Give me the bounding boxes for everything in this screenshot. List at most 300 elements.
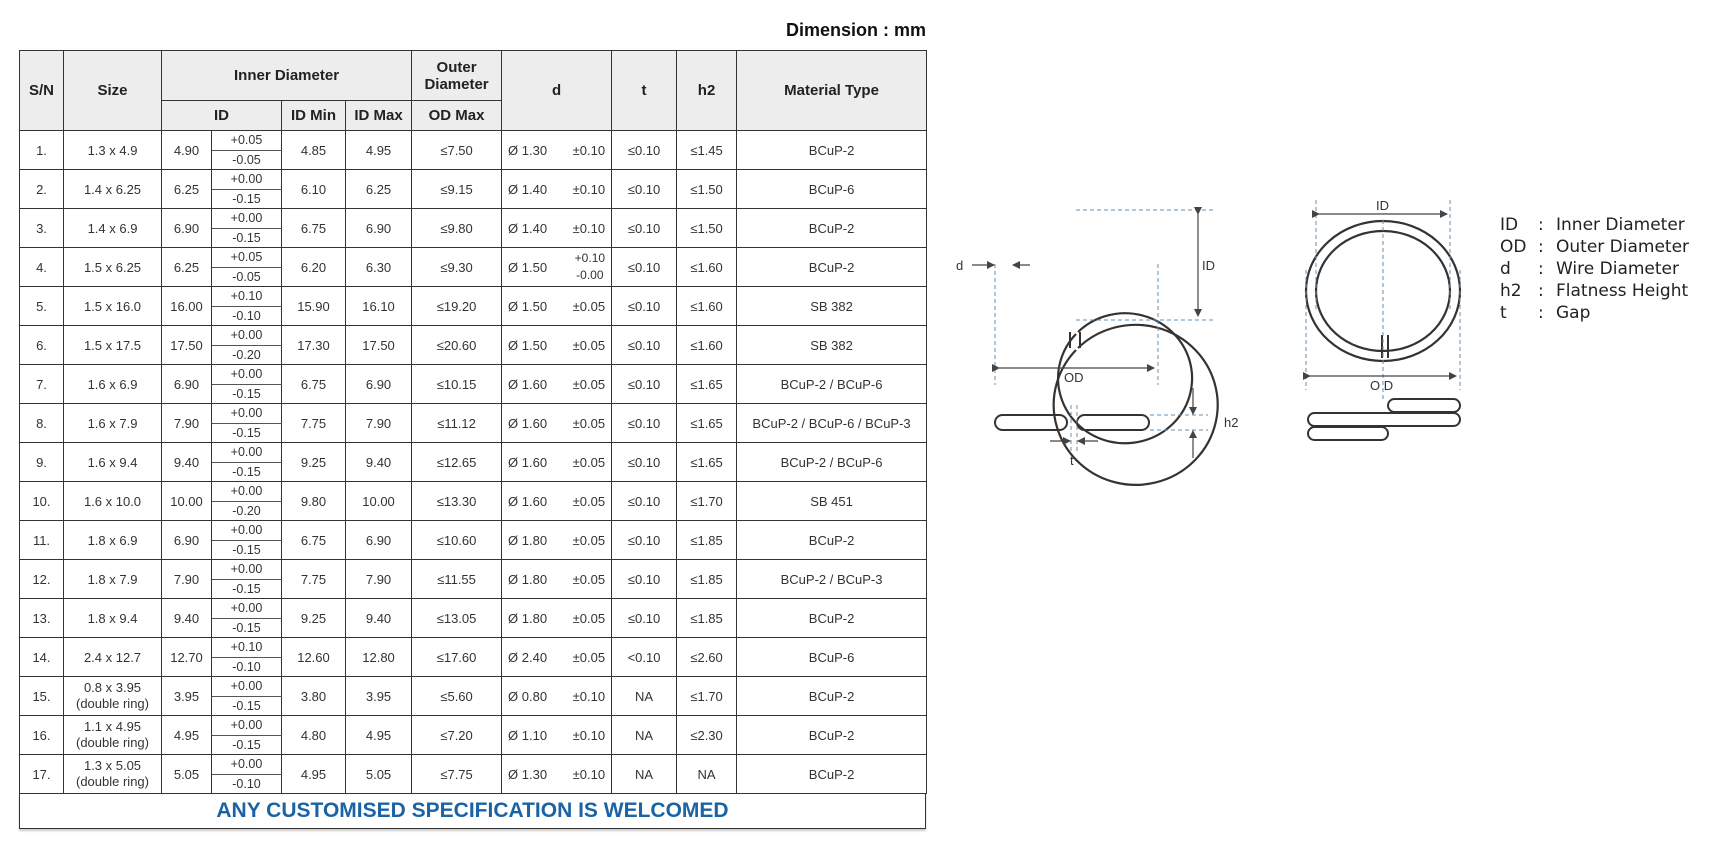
cell-size	[64, 365, 162, 404]
cell-d-value: Ø 0.80	[508, 688, 548, 704]
cell-id-max: 4.95	[346, 131, 412, 170]
cell-d-tol: ±0.05	[572, 532, 606, 548]
cell-sn: 13.	[20, 599, 64, 638]
cell-id-tol-minus: -0.15	[212, 228, 282, 248]
cell-h2: ≤1.50	[677, 209, 737, 248]
cell-id-max: 6.90	[346, 209, 412, 248]
cell-h2: ≤1.45	[677, 131, 737, 170]
cell-t: ≤0.10	[612, 560, 677, 599]
cell-id: 6.90	[162, 521, 212, 560]
table-row	[20, 326, 927, 346]
header-material: Material Type	[737, 51, 927, 131]
cell-d-value: Ø 1.50	[508, 259, 548, 275]
cell-id-max: 7.90	[346, 404, 412, 443]
table-row	[20, 716, 927, 736]
cell-id-tol-plus: +0.00	[212, 170, 282, 190]
cell-d	[502, 521, 612, 560]
cell-d-content	[508, 611, 605, 626]
cell-material: BCuP-2	[737, 716, 927, 755]
cell-od-max: ≤11.55	[412, 560, 502, 599]
cell-t: ≤0.10	[612, 326, 677, 365]
cell-od-max: ≤17.60	[412, 638, 502, 677]
cell-t: NA	[612, 755, 677, 794]
cell-sn: 11.	[20, 521, 64, 560]
cell-d-tol: ±0.10	[572, 181, 606, 197]
cell-material: BCuP-2 / BCuP-6	[737, 365, 927, 404]
cell-id-tol-plus: +0.00	[212, 404, 282, 424]
cell-id: 3.95	[162, 677, 212, 716]
cell-id-max: 6.90	[346, 521, 412, 560]
cell-od-max: ≤7.20	[412, 716, 502, 755]
cell-d	[502, 170, 612, 209]
cell-d-value: Ø 1.30	[508, 766, 548, 782]
label-id: ID	[1202, 258, 1215, 273]
cell-id-min: 6.75	[282, 365, 346, 404]
cell-id-tol-minus: -0.05	[212, 150, 282, 170]
cell-d-content	[508, 455, 605, 470]
cell-t: ≤0.10	[612, 248, 677, 287]
legend-row	[1500, 302, 1689, 324]
cell-od-max: ≤11.12	[412, 404, 502, 443]
cell-sn: 5.	[20, 287, 64, 326]
cell-sn: 17.	[20, 755, 64, 794]
table-head	[20, 51, 927, 131]
cell-id-tol-minus: -0.15	[212, 423, 282, 443]
table-row	[20, 170, 927, 190]
cell-id-tol-plus: +0.00	[212, 716, 282, 736]
cell-d-tol: ±0.05	[572, 376, 606, 392]
cell-d-tol: ±0.05	[572, 649, 606, 665]
cell-material: SB 382	[737, 287, 927, 326]
header-sn: S/N	[20, 51, 64, 131]
table-row	[20, 209, 927, 229]
cell-id-min: 6.75	[282, 209, 346, 248]
cell-size-value: 1.5 x 16.0	[83, 298, 142, 314]
cell-sn: 9.	[20, 443, 64, 482]
cell-d-tol: ±0.10	[572, 688, 606, 704]
cell-d	[502, 326, 612, 365]
cell-d-tol: ±0.05	[572, 298, 606, 314]
cell-od-max: ≤7.50	[412, 131, 502, 170]
cell-id: 12.70	[162, 638, 212, 677]
cell-material: SB 382	[737, 326, 927, 365]
cell-sn: 10.	[20, 482, 64, 521]
cell-id: 17.50	[162, 326, 212, 365]
cell-h2: ≤1.65	[677, 365, 737, 404]
cell-id-tol-minus: -0.10	[212, 306, 282, 326]
cell-id-max: 10.00	[346, 482, 412, 521]
cell-size-value: 1.6 x 7.9	[87, 415, 138, 431]
cell-t: <0.10	[612, 638, 677, 677]
header-id: ID	[162, 101, 282, 131]
cell-size	[64, 287, 162, 326]
cell-d-tol: ±0.05	[572, 415, 606, 431]
cell-sn: 15.	[20, 677, 64, 716]
cell-d-content	[508, 533, 605, 548]
legend-abbr: h2	[1500, 281, 1522, 301]
cell-id-tol-minus: -0.05	[212, 267, 282, 287]
cell-od-max: ≤7.75	[412, 755, 502, 794]
cell-d	[502, 599, 612, 638]
cell-size-value: 1.4 x 6.25	[83, 181, 142, 197]
cell-t: ≤0.10	[612, 521, 677, 560]
cell-id: 6.90	[162, 365, 212, 404]
legend-abbr: t	[1500, 303, 1507, 323]
coil-top	[1388, 399, 1460, 412]
cell-sn: 8.	[20, 404, 64, 443]
custom-spec-banner: ANY CUSTOMISED SPECIFICATION IS WELCOMED	[19, 794, 926, 829]
cell-t: ≤0.10	[612, 287, 677, 326]
dimension-note: Dimension : mm	[785, 20, 926, 40]
legend-row	[1500, 236, 1689, 258]
cell-size-note: (double ring)	[76, 774, 149, 789]
table-row	[20, 677, 927, 697]
legend-abbr: d	[1500, 259, 1511, 279]
header-t: t	[612, 51, 677, 131]
cell-material: SB 451	[737, 482, 927, 521]
table-row	[20, 443, 927, 463]
cell-id-max: 17.50	[346, 326, 412, 365]
cell-d-content	[508, 767, 605, 782]
cell-id-tol-plus: +0.00	[212, 521, 282, 541]
cell-sn: 4.	[20, 248, 64, 287]
cell-od-max: ≤10.15	[412, 365, 502, 404]
cell-material: BCuP-2	[737, 677, 927, 716]
cell-id-min: 4.80	[282, 716, 346, 755]
cell-d-content	[508, 182, 605, 197]
cell-material: BCuP-2 / BCuP-3	[737, 560, 927, 599]
cell-size	[64, 755, 162, 794]
cell-size-value: 1.5 x 6.25	[83, 259, 142, 275]
cell-d-tol: ±0.05	[572, 337, 606, 353]
cell-size-value: 1.8 x 7.9	[87, 571, 138, 587]
legend-abbr: OD	[1500, 237, 1527, 257]
cell-h2: ≤1.70	[677, 482, 737, 521]
cell-size	[64, 209, 162, 248]
cell-od-max: ≤10.60	[412, 521, 502, 560]
cell-id: 7.90	[162, 560, 212, 599]
cell-od-max: ≤5.60	[412, 677, 502, 716]
cell-size-value: 1.6 x 6.9	[87, 376, 138, 392]
cell-sn: 12.	[20, 560, 64, 599]
cell-d-value: Ø 1.40	[508, 220, 548, 236]
cell-t: ≤0.10	[612, 404, 677, 443]
cell-od-max: ≤13.05	[412, 599, 502, 638]
table-row	[20, 248, 927, 268]
cell-size	[64, 248, 162, 287]
cell-size-value: 1.6 x 10.0	[83, 493, 142, 509]
cell-t: NA	[612, 677, 677, 716]
legend-desc: Gap	[1556, 303, 1591, 323]
cell-od-max: ≤20.60	[412, 326, 502, 365]
cell-h2: ≤1.60	[677, 248, 737, 287]
table-row	[20, 521, 927, 541]
cell-id-min: 17.30	[282, 326, 346, 365]
cell-id-tol-plus: +0.05	[212, 248, 282, 268]
cell-h2: ≤1.70	[677, 677, 737, 716]
cell-id-max: 4.95	[346, 716, 412, 755]
cell-d	[502, 560, 612, 599]
cell-id: 6.25	[162, 170, 212, 209]
cell-d-content	[508, 221, 605, 236]
cell-size	[64, 638, 162, 677]
table-row	[20, 638, 927, 658]
cell-id-tol-plus: +0.00	[212, 677, 282, 697]
cell-id-max: 16.10	[346, 287, 412, 326]
cell-d	[502, 677, 612, 716]
cell-d-value: Ø 1.60	[508, 376, 548, 392]
cell-h2: ≤2.60	[677, 638, 737, 677]
cell-d	[502, 443, 612, 482]
cell-material: BCuP-6	[737, 638, 927, 677]
header-h2: h2	[677, 51, 737, 131]
label-od2: O D	[1370, 378, 1394, 393]
cell-id-max: 9.40	[346, 443, 412, 482]
cell-id: 9.40	[162, 599, 212, 638]
single-ring-diagram	[972, 210, 1218, 485]
cell-material: BCuP-6	[737, 170, 927, 209]
cell-size	[64, 599, 162, 638]
cell-size-value: 1.6 x 9.4	[87, 454, 138, 470]
cell-id-max: 6.90	[346, 365, 412, 404]
cell-id-tol-plus: +0.00	[212, 365, 282, 385]
cell-d-value: Ø 1.80	[508, 571, 548, 587]
header-inner-diameter: Inner Diameter	[162, 51, 412, 101]
cell-sn: 2.	[20, 170, 64, 209]
cell-d-content	[508, 143, 605, 158]
cell-size	[64, 131, 162, 170]
cell-sn: 3.	[20, 209, 64, 248]
spec-table	[19, 50, 927, 794]
cell-size-value: 1.4 x 6.9	[87, 220, 138, 236]
table-row	[20, 365, 927, 385]
label-d: d	[956, 258, 964, 273]
cell-d-tol: ±0.10	[572, 727, 606, 743]
cell-id-tol-plus: +0.00	[212, 443, 282, 463]
cell-material: BCuP-2	[737, 209, 927, 248]
cell-id-tol-minus: -0.20	[212, 345, 282, 365]
cell-id: 6.90	[162, 209, 212, 248]
cell-d	[502, 638, 612, 677]
cell-id-tol-minus: -0.10	[212, 774, 282, 794]
cell-size	[64, 677, 162, 716]
cell-d-content	[508, 416, 605, 431]
cell-id-tol-minus: -0.15	[212, 384, 282, 404]
cell-id: 4.90	[162, 131, 212, 170]
cell-sn: 6.	[20, 326, 64, 365]
cell-id-min: 4.95	[282, 755, 346, 794]
double-ring-labels	[1370, 200, 1393, 393]
cell-d	[502, 404, 612, 443]
cell-h2: ≤1.85	[677, 521, 737, 560]
cell-id-tol-minus: -0.20	[212, 501, 282, 521]
cell-id: 16.00	[162, 287, 212, 326]
cell-t: ≤0.10	[612, 443, 677, 482]
cell-d-tol: ±0.05	[572, 571, 606, 587]
legend-desc: Outer Diameter	[1556, 237, 1690, 257]
legend-colon: :	[1538, 303, 1544, 323]
table-row	[20, 482, 927, 502]
header-size: Size	[64, 51, 162, 131]
table-row	[20, 560, 927, 580]
cell-d	[502, 209, 612, 248]
cell-material: BCuP-2	[737, 521, 927, 560]
cell-id-max: 3.95	[346, 677, 412, 716]
cell-id-min: 9.25	[282, 443, 346, 482]
table-row	[20, 755, 927, 775]
header-od-max: OD Max	[412, 101, 502, 131]
cell-d-tol: ±0.05	[572, 493, 606, 509]
cell-d-content	[508, 250, 605, 284]
cell-sn: 7.	[20, 365, 64, 404]
cell-size-note: (double ring)	[76, 696, 149, 711]
legend-row	[1500, 280, 1689, 302]
cell-size-note: (double ring)	[76, 735, 149, 750]
label-id2: ID	[1376, 200, 1389, 213]
cell-id-min: 12.60	[282, 638, 346, 677]
cell-d-content	[508, 572, 605, 587]
cell-material: BCuP-2 / BCuP-6	[737, 443, 927, 482]
cell-id-tol-plus: +0.10	[212, 638, 282, 658]
cell-d-tol: ±0.10	[572, 220, 606, 236]
cell-id-tol-plus: +0.10	[212, 287, 282, 307]
cell-h2: ≤1.60	[677, 326, 737, 365]
cell-id-tol-minus: -0.15	[212, 462, 282, 482]
cell-material: BCuP-2	[737, 248, 927, 287]
cell-material: BCuP-2	[737, 599, 927, 638]
cell-t: ≤0.10	[612, 170, 677, 209]
cell-size	[64, 170, 162, 209]
spec-table-container	[19, 50, 926, 829]
cell-h2: ≤1.65	[677, 404, 737, 443]
table-row	[20, 599, 927, 619]
cell-id-tol-minus: -0.15	[212, 579, 282, 599]
cell-id-min: 15.90	[282, 287, 346, 326]
cell-d	[502, 482, 612, 521]
cell-d	[502, 716, 612, 755]
cell-d-value: Ø 1.50	[508, 337, 548, 353]
cell-sn: 14.	[20, 638, 64, 677]
cell-d-value: Ø 1.60	[508, 493, 548, 509]
coil-bottom	[1308, 427, 1388, 440]
legend-colon: :	[1538, 237, 1544, 257]
cell-t: ≤0.10	[612, 209, 677, 248]
cell-t: NA	[612, 716, 677, 755]
cell-d-content	[508, 689, 605, 704]
cell-sn: 1.	[20, 131, 64, 170]
cell-d-content	[508, 299, 605, 314]
cell-id-min: 7.75	[282, 560, 346, 599]
cell-id-tol-plus: +0.00	[212, 326, 282, 346]
cell-d-tol-split	[575, 250, 605, 284]
cell-d-content	[508, 494, 605, 509]
cell-id-max: 6.25	[346, 170, 412, 209]
cell-material: BCuP-2	[737, 755, 927, 794]
cell-size	[64, 521, 162, 560]
cell-id-max: 7.90	[346, 560, 412, 599]
cell-id: 4.95	[162, 716, 212, 755]
cell-d-value: Ø 1.60	[508, 415, 548, 431]
cell-d-tol: ±0.10	[572, 142, 606, 158]
cell-d	[502, 287, 612, 326]
cell-id-tol-minus: -0.15	[212, 735, 282, 755]
cell-d-content	[508, 728, 605, 743]
cell-d-value: Ø 2.40	[508, 649, 548, 665]
cell-h2: ≤1.85	[677, 599, 737, 638]
cell-t: ≤0.10	[612, 131, 677, 170]
cell-d-content	[508, 377, 605, 392]
legend-row	[1500, 258, 1689, 280]
cell-id-min: 9.25	[282, 599, 346, 638]
cell-id-tol-minus: -0.15	[212, 540, 282, 560]
label-h2: h2	[1224, 415, 1239, 430]
cell-id-min: 4.85	[282, 131, 346, 170]
cell-id-tol-plus: +0.00	[212, 755, 282, 775]
cell-d-content	[508, 650, 605, 665]
table-row	[20, 404, 927, 424]
cell-od-max: ≤9.15	[412, 170, 502, 209]
cell-id-min: 6.75	[282, 521, 346, 560]
coil-middle	[1308, 413, 1460, 426]
cell-d	[502, 365, 612, 404]
legend-desc: Wire Diameter	[1556, 259, 1680, 279]
legend-desc: Flatness Height	[1556, 281, 1689, 301]
legend-row	[1500, 214, 1689, 236]
cell-d-tol: ±0.05	[572, 610, 606, 626]
cell-od-max: ≤9.30	[412, 248, 502, 287]
cell-h2: ≤2.30	[677, 716, 737, 755]
cell-id-tol-plus: +0.00	[212, 209, 282, 229]
cell-id-min: 7.75	[282, 404, 346, 443]
cell-d-tol: ±0.10	[572, 766, 606, 782]
cell-d-value: Ø 1.80	[508, 532, 548, 548]
cell-size	[64, 560, 162, 599]
side-view-right-half	[1077, 415, 1149, 430]
cell-id-max: 6.30	[346, 248, 412, 287]
cell-sn: 16.	[20, 716, 64, 755]
cell-size	[64, 443, 162, 482]
legend-abbr: ID	[1500, 215, 1519, 235]
cell-d-tol-plus: +0.10	[574, 251, 606, 265]
cell-id: 7.90	[162, 404, 212, 443]
cell-od-max: ≤13.30	[412, 482, 502, 521]
cell-size-value: 2.4 x 12.7	[83, 649, 142, 665]
table-row	[20, 131, 927, 151]
cell-d	[502, 248, 612, 287]
header-d: d	[502, 51, 612, 131]
double-ring-diagram	[1306, 200, 1460, 440]
cell-size	[64, 482, 162, 521]
cell-od-max: ≤12.65	[412, 443, 502, 482]
abbreviation-legend	[1500, 214, 1689, 324]
cell-h2: ≤1.60	[677, 287, 737, 326]
cell-h2: NA	[677, 755, 737, 794]
cell-od-max: ≤9.80	[412, 209, 502, 248]
cell-id-tol-minus: -0.15	[212, 618, 282, 638]
cell-size-value: 1.3 x 4.9	[87, 142, 138, 158]
legend-desc: Inner Diameter	[1556, 215, 1685, 235]
label-t: t	[1070, 453, 1074, 468]
table-body	[20, 131, 927, 794]
cell-size-value: 1.8 x 6.9	[87, 532, 138, 548]
cell-d-value: Ø 1.60	[508, 454, 548, 470]
cell-id: 5.05	[162, 755, 212, 794]
cell-material: BCuP-2 / BCuP-6 / BCuP-3	[737, 404, 927, 443]
cell-d-value: Ø 1.80	[508, 610, 548, 626]
cell-d-value: Ø 1.50	[508, 298, 548, 314]
cell-size	[64, 326, 162, 365]
cell-id-tol-plus: +0.00	[212, 560, 282, 580]
